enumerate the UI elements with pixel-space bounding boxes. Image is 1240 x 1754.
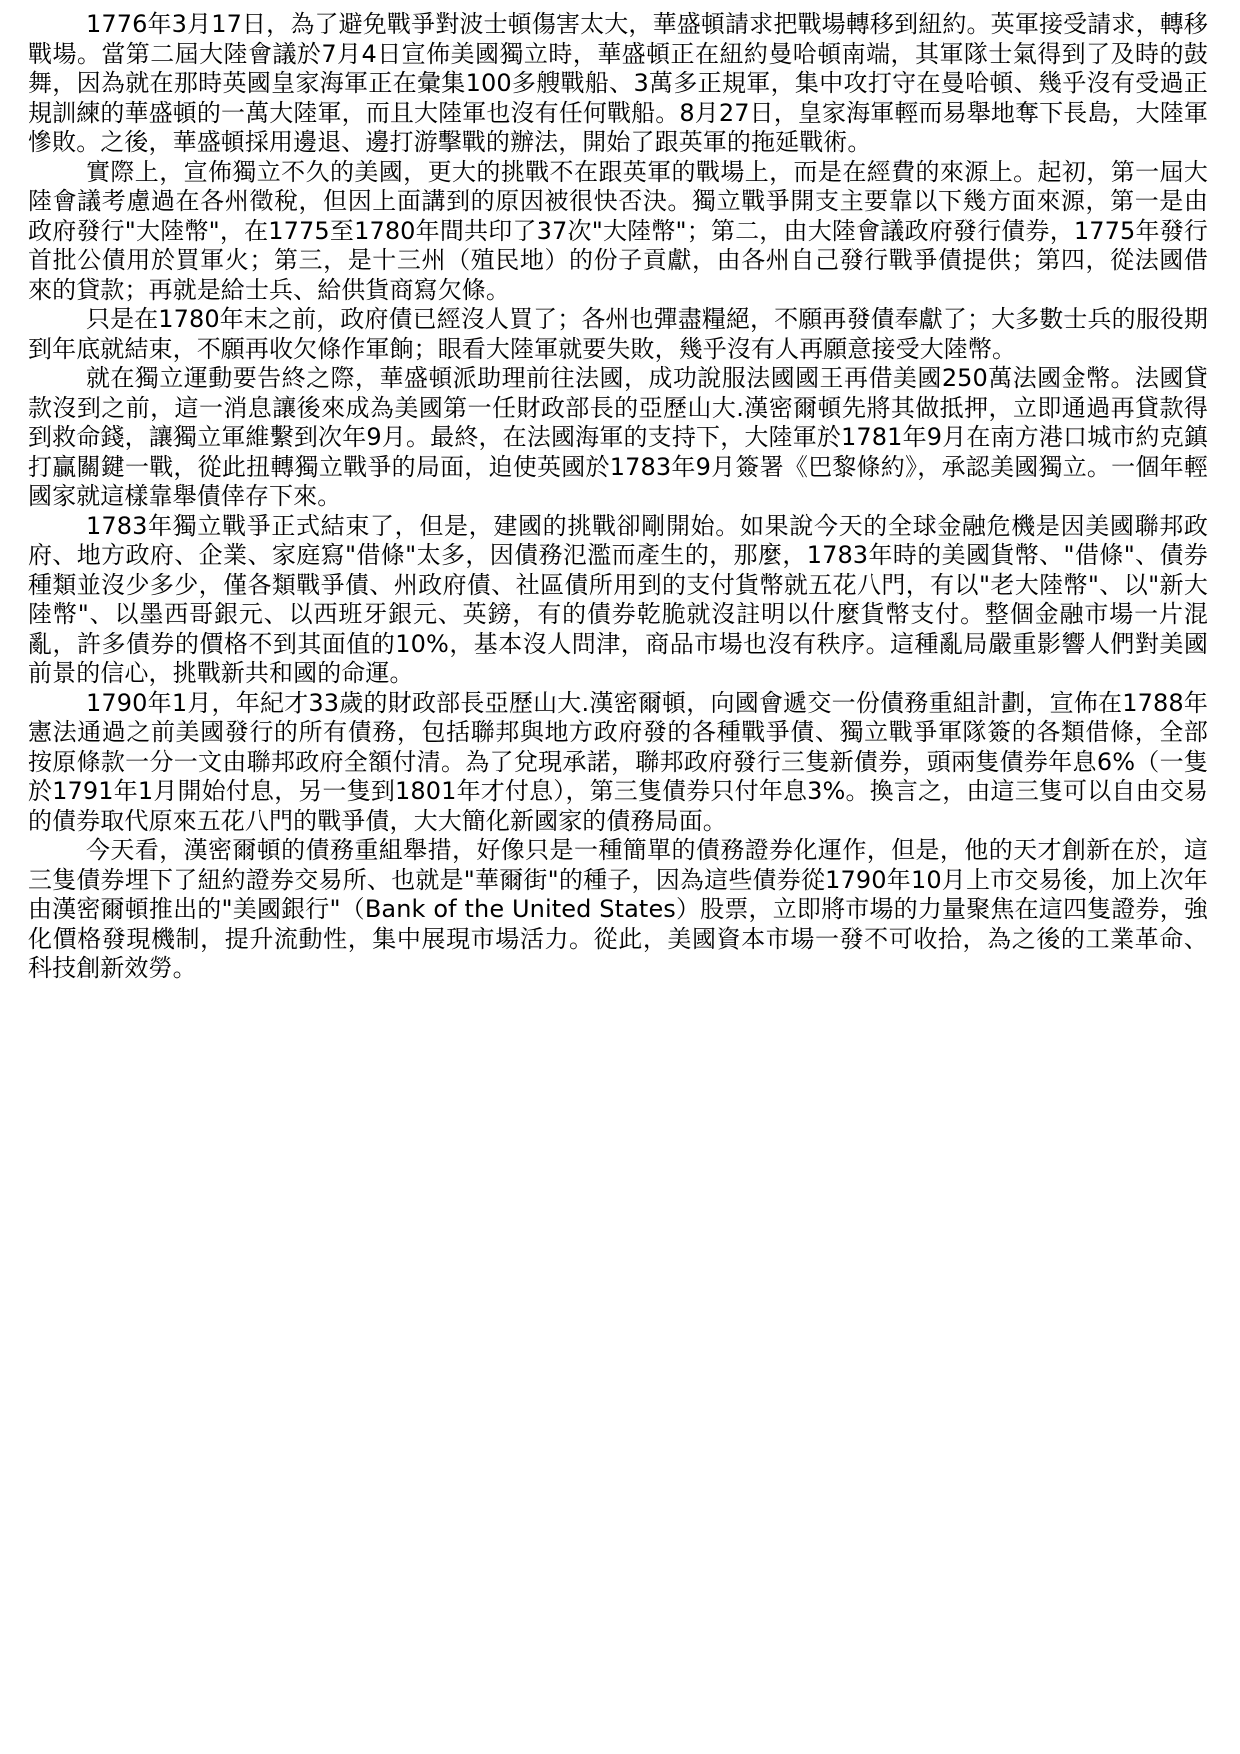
paragraph-1780-financial-collapse: 只是在1780年末之前，政府債已經沒人買了；各州也彈盡糧絕，不願再發債奉獻了；大多數士兵的服役期到年底就結束，不願再收欠條作軍餉；眼看大陸軍就要失敗，幾乎沒有人再願意接受大陸幣。 [28,305,1208,363]
paragraph-french-loan: 就在獨立運動要告終之際，華盛頓派助理前往法國，成功說服法國國王再借美國250萬法國金幣。法國貸款沒到之前，這一消息讓後來成為美國第一任財政部長的亞歷山大.漢密爾頓先將其做抵押，立即通過再貸款得到救命錢，讓獨立軍維繫到次年9月。最終，在法國海軍的支持下，大陸軍於1781年9月在南方港口城市約克鎮打贏關鍵一戰，從此扭轉獨立戰爭的局面，迫使英國於1783年9月簽署《巴黎條約》，承認美國獨立。一個年輕國家就這樣靠舉債倖存下來。 [28,364,1208,510]
paragraph-postwar-debt-chaos: 1783年獨立戰爭正式結束了，但是，建國的挑戰卻剛開始。如果說今天的全球金融危機是因美國聯邦政府、地方政府、企業、家庭寫"借條"太多，因債務氾濫而產生的，那麼，1783年時的美國貨幣、"借條"、債券種類並沒少多少，僅各類戰爭債、州政府債、社區債所用到的支付貨幣就五花八門，有以"老大陸幣"、以"新大陸幣"、以墨西哥銀元、以西班牙銀元、英鎊，有的債券乾脆就沒註明以什麼貨幣支付。整個金融市場一片混亂，許多債券的價格不到其面值的10%，基本沒人問津，商品市場也沒有秩序。這種亂局嚴重影響人們對美國前景的信心，挑戰新共和國的命運。 [28,511,1208,687]
paragraph-new-york-campaign: 1776年3月17日，為了避免戰爭對波士頓傷害太大，華盛頓請求把戰場轉移到紐約。英軍接受請求，轉移戰場。當第二屆大陸會議於7月4日宣佈美國獨立時，華盛頓正在紐約曼哈頓南端，其軍隊士氣得到了及時的鼓舞，因為就在那時英國皇家海軍正在彙集100多艘戰船、3萬多正規軍，集中攻打守在曼哈頓、幾乎沒有受過正規訓練的華盛頓的一萬大陸軍，而且大陸軍也沒有任何戰船。8月27日，皇家海軍輕而易舉地奪下長島，大陸軍慘敗。之後，華盛頓採用邊退、邊打游擊戰的辦法，開始了跟英軍的拖延戰術。 [28,10,1208,156]
paragraph-war-funding-sources: 實際上，宣佈獨立不久的美國，更大的挑戰不在跟英軍的戰場上，而是在經費的來源上。起初，第一屆大陸會議考慮過在各州徵稅，但因上面講到的原因被很快否決。獨立戰爭開支主要靠以下幾方面來源，第一是由政府發行"大陸幣"，在1775至1780年間共印了37次"大陸幣"；第二，由大陸會議政府發行債券，1775年發行首批公債用於買軍火；第三，是十三州（殖民地）的份子貢獻，由各州自己發行戰爭債提供；第四，從法國借來的貸款；再就是給士兵、給供貨商寫欠條。 [28,157,1208,304]
document-page [28,10,1208,984]
paragraph-hamilton-debt-restructuring: 1790年1月，年紀才33歲的財政部長亞歷山大.漢密爾頓，向國會遞交一份債務重組計劃，宣佈在1788年憲法通過之前美國發行的所有債務，包括聯邦與地方政府發的各種戰爭債、獨立戰爭軍隊簽的各類借條，全部按原條款一分一文由聯邦政府全額付清。為了兌現承諾，聯邦政府發行三隻新債券，頭兩隻債券年息6%（一隻於1791年1月開始付息，另一隻到1801年才付息），第三隻債券只付年息3%。換言之，由這三隻可以自由交易的債券取代原來五花八門的戰爭債，大大簡化新國家的債務局面。 [28,688,1208,835]
paragraph-wall-street-origin: 今天看，漢密爾頓的債務重組舉措，好像只是一種簡單的債務證券化運作，但是，他的天才創新在於，這三隻債券埋下了紐約證券交易所、也就是"華爾街"的種子，因為這些債券從1790年10月上市交易後，加上次年由漢密爾頓推出的"美國銀行"（Bank of the United States）股票，立即將市場的力量聚焦在這四隻證券，強化價格發現機制，提升流動性，集中展現市場活力。從此，美國資本市場一發不可收拾，為之後的工業革命、科技創新效勞。 [28,836,1208,982]
